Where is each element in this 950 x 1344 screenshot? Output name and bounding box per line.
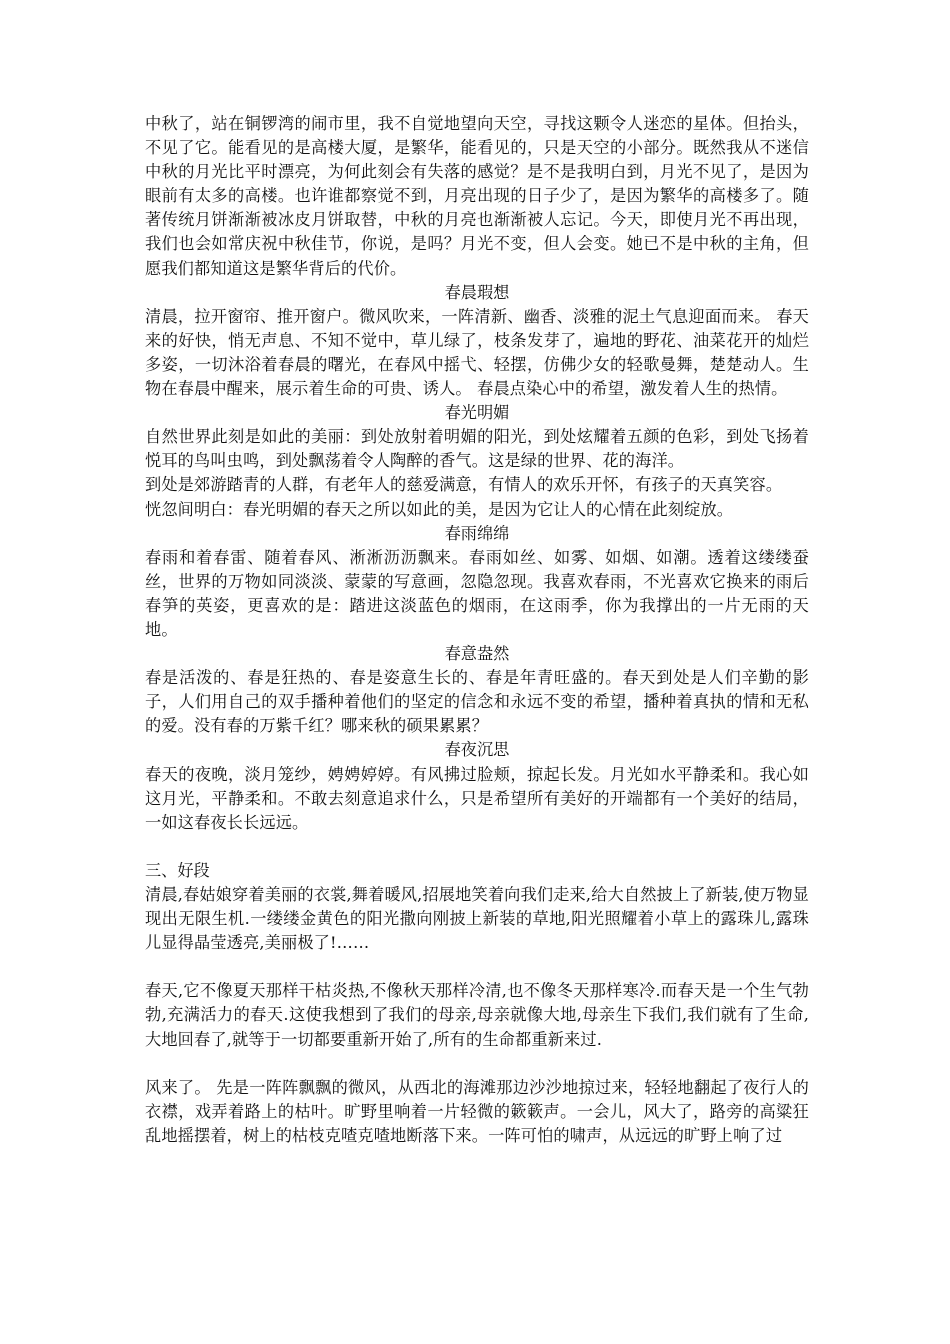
section-paragraph: 春是活泼的、春是狂热的、春是姿意生长的、春是年青旺盛的。春天到处是人们辛勤的影子，人们用自己的双手播种着他们的坚定的信念和永远不变的希望，播种着真执的情和无私的爱。没有春的万紫千红？哪来秋的硕果累累？ bbox=[145, 668, 809, 736]
section-heading-chunchen: 春晨瑕想 bbox=[444, 282, 510, 302]
blank-line bbox=[145, 835, 809, 859]
section-paragraph: 春天的夜晚，淡月笼纱，娉娉婷婷。有风拂过脸颊，掠起长发。月光如水平静柔和。我心如这月光，平静柔和。不敢去刻意追求什么，只是希望所有美好的开端都有一个美好的结局，一如这春夜长长远远。 bbox=[145, 764, 809, 832]
good-passage: 春天,它不像夏天那样干枯炎热,不像秋天那样冷清,也不像冬天那样寒冷.而春天是一个生气勃勃,充满活力的春天.这使我想到了我们的母亲,母亲就像大地,母亲生下我们,我们就有了生命,大地回春了,就等于一切都要重新开始了,所有的生命都重新来过. bbox=[145, 981, 809, 1049]
section-heading-chunyi: 春意盎然 bbox=[444, 644, 510, 664]
section-heading-chunyu: 春雨绵绵 bbox=[444, 523, 510, 543]
blank-line bbox=[145, 955, 809, 979]
part-three-title: 三、好段 bbox=[145, 860, 210, 880]
intro-paragraph: 中秋了，站在铜锣湾的闹市里，我不自觉地望向天空，寻找这颗令人迷恋的星体。但抬头，不见了它。能看见的是高楼大厦，是繁华，能看见的，只是天空的小部分。既然我从不迷信中秋的月光比平时漂亮，为何此刻会有失落的感觉？是不是我明白到，月光不见了，是因为眼前有太多的高楼。也许谁都察觉不到，月亮出现的日子少了，是因为繁华的高楼多了。随著传统月饼渐渐被冰皮月饼取替，中秋的月亮也渐渐被人忘记。今天，即使月光不再出现，我们也会如常庆祝中秋佳节，你说，是吗？月光不变，但人会变。她已不是中秋的主角，但愿我们都知道这是繁华背后的代价。 bbox=[145, 114, 809, 278]
document-page bbox=[145, 112, 809, 1148]
section-paragraph: 清晨，拉开窗帘、推开窗户。微风吹来，一阵清新、幽香、淡雅的泥土气息迎面而来。 春天来的好快，悄无声息、不知不觉中，草儿绿了，枝条发芽了，遍地的野花、油菜花开的灿烂多姿，一切沐浴着春晨的曙光，在春风中摇弋、轻摆，仿佛少女的轻歌曼舞，楚楚动人。生物在春晨中醒来，展示着生命的可贵、诱人。 春晨点染心中的希望，激发着人生的热情。 bbox=[145, 306, 809, 399]
good-passage: 风来了。 先是一阵阵飘飘的微风，从西北的海滩那边沙沙地掠过来，轻轻地翻起了夜行人的衣襟，戏弄着路上的枯叶。旷野里响着一片轻微的簌簌声。一会儿，风大了，路旁的高粱狂乱地摇摆着，树上的枯枝克喳克喳地断落下来。一阵可怕的啸声，从远远的旷野上响了过 bbox=[145, 1077, 809, 1145]
section-heading-chunye: 春夜沉思 bbox=[444, 740, 510, 760]
section-paragraph: 自然世界此刻是如此的美丽：到处放射着明媚的阳光，到处炫耀着五颜的色彩，到处飞扬着悦耳的鸟叫虫鸣，到处飘荡着令人陶醉的香气。这是绿的世界、花的海洋。 bbox=[145, 427, 809, 471]
good-passage: 清晨,春姑娘穿着美丽的衣裳,舞着暖风,招展地笑着向我们走来,给大自然披上了新装,使万物显现出无限生机.一缕缕金黄色的阳光撒向刚披上新装的草地,阳光照耀着小草上的露珠儿,露珠儿显得晶莹透亮,美丽极了!…… bbox=[145, 885, 809, 953]
section-paragraph: 春雨和着春雷、随着春风、淅淅沥沥飘来。春雨如丝、如雾、如烟、如潮。透着这缕缕蚕丝，世界的万物如同淡淡、蒙蒙的写意画，忽隐忽现。我喜欢春雨，不光喜欢它换来的雨后春笋的英姿，更喜欢的是：踏进这淡蓝色的烟雨，在这雨季，你为我撑出的一片无雨的天地。 bbox=[145, 547, 809, 639]
blank-line bbox=[145, 1052, 809, 1076]
section-heading-chunguang: 春光明媚 bbox=[444, 403, 510, 423]
section-paragraph: 恍忽间明白：春光明媚的春天之所以如此的美，是因为它让人的心情在此刻绽放。 bbox=[145, 499, 734, 519]
section-paragraph: 到处是郊游踏青的人群，有老年人的慈爱满意，有情人的欢乐开怀，有孩子的天真笑容。 bbox=[145, 475, 783, 495]
